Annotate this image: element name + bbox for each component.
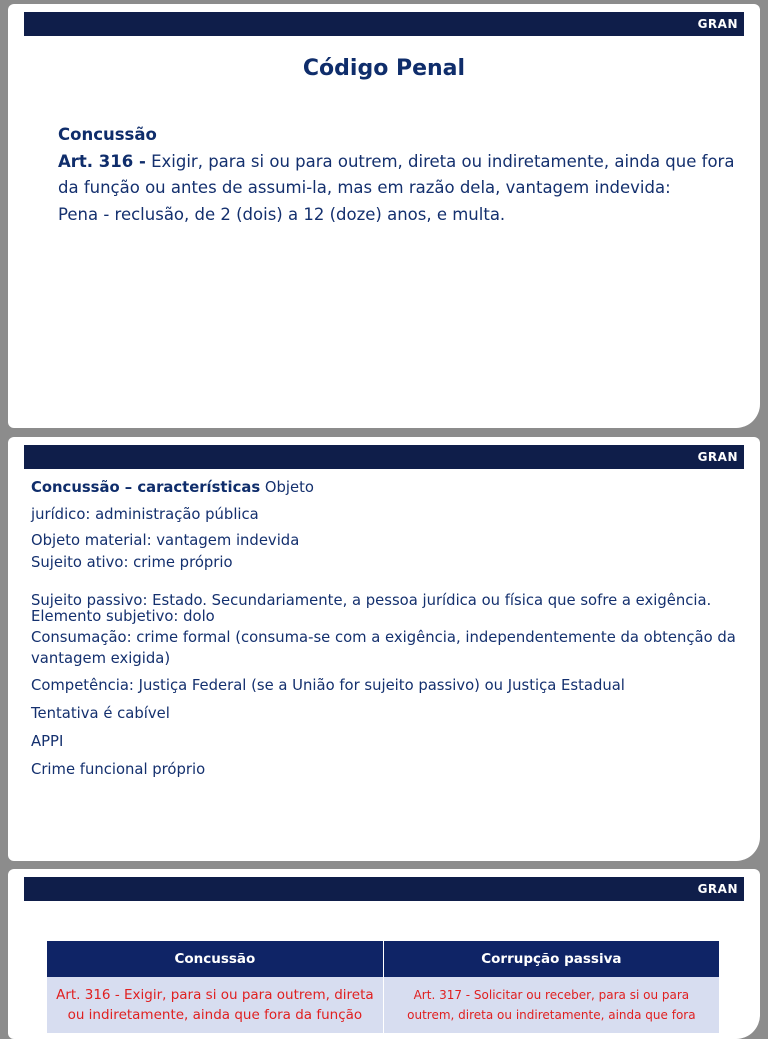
comparison-table (47, 941, 720, 1033)
article-text (58, 122, 748, 228)
characteristics-heading: Concussão – características (31, 479, 261, 496)
header-bar (24, 12, 744, 36)
list-item: Tentativa é cabível (31, 705, 170, 722)
list-item: Objeto (264, 479, 314, 496)
list-item: Consumação: crime formal (consuma-se com a exigência, independentemente da obtenção da (31, 629, 736, 646)
section-heading: Concussão (58, 125, 157, 144)
list-item: Sujeito passivo: Estado. Secundariamente, a pessoa jurídica ou física que sofre a exigência. (31, 592, 712, 609)
gran-logo: GRAN (697, 17, 738, 31)
list-item: vantagem exigida) (31, 650, 171, 667)
cell-line: ou indiretamente, ainda que fora da função (67, 1007, 363, 1023)
penalty-label: Pena - (58, 204, 110, 224)
table-cell-corrupcao-passiva (383, 977, 719, 1033)
slide-codigo-penal (8, 4, 760, 428)
article-line-1: Exigir, para si ou para outrem, direta ou indiretamente, ainda que fora (151, 151, 735, 171)
column-header-corrupcao-passiva: Corrupção passiva (383, 941, 719, 977)
page-title: Código Penal (302, 56, 466, 81)
cell-line: Art. 317 - Solicitar ou receber, para si ou para (413, 988, 690, 1002)
column-header-concussao: Concussão (47, 941, 383, 977)
cell-line: Art. 316 - Exigir, para si ou para outrem, direta (56, 987, 374, 1003)
table-cell-concussao (47, 977, 383, 1033)
penalty-text: reclusão, de 2 (dois) a 12 (doze) anos, e multa. (114, 204, 506, 224)
cell-line: outrem, direta ou indiretamente, ainda que fora (407, 1008, 696, 1022)
slide-caracteristicas (8, 437, 760, 861)
list-item: Crime funcional próprio (31, 761, 206, 778)
article-label: Art. 316 - (58, 151, 146, 171)
gran-logo: GRAN (697, 450, 738, 464)
list-item: Elemento subjetivo: dolo (31, 608, 215, 625)
header-bar (24, 445, 744, 469)
slide-comparativo (8, 869, 760, 1039)
gran-logo: GRAN (697, 882, 738, 896)
article-line-2: da função ou antes de assumi-la, mas em razão dela, vantagem indevida: (58, 178, 671, 197)
header-bar (24, 877, 744, 901)
list-item: Competência: Justiça Federal (se a União for sujeito passivo) ou Justiça Estadual (31, 677, 625, 694)
list-item: Sujeito ativo: crime próprio (31, 554, 233, 571)
list-item: jurídico: administração pública (31, 506, 259, 523)
list-item: Objeto material: vantagem indevida (31, 532, 300, 549)
list-item: APPI (31, 733, 64, 750)
